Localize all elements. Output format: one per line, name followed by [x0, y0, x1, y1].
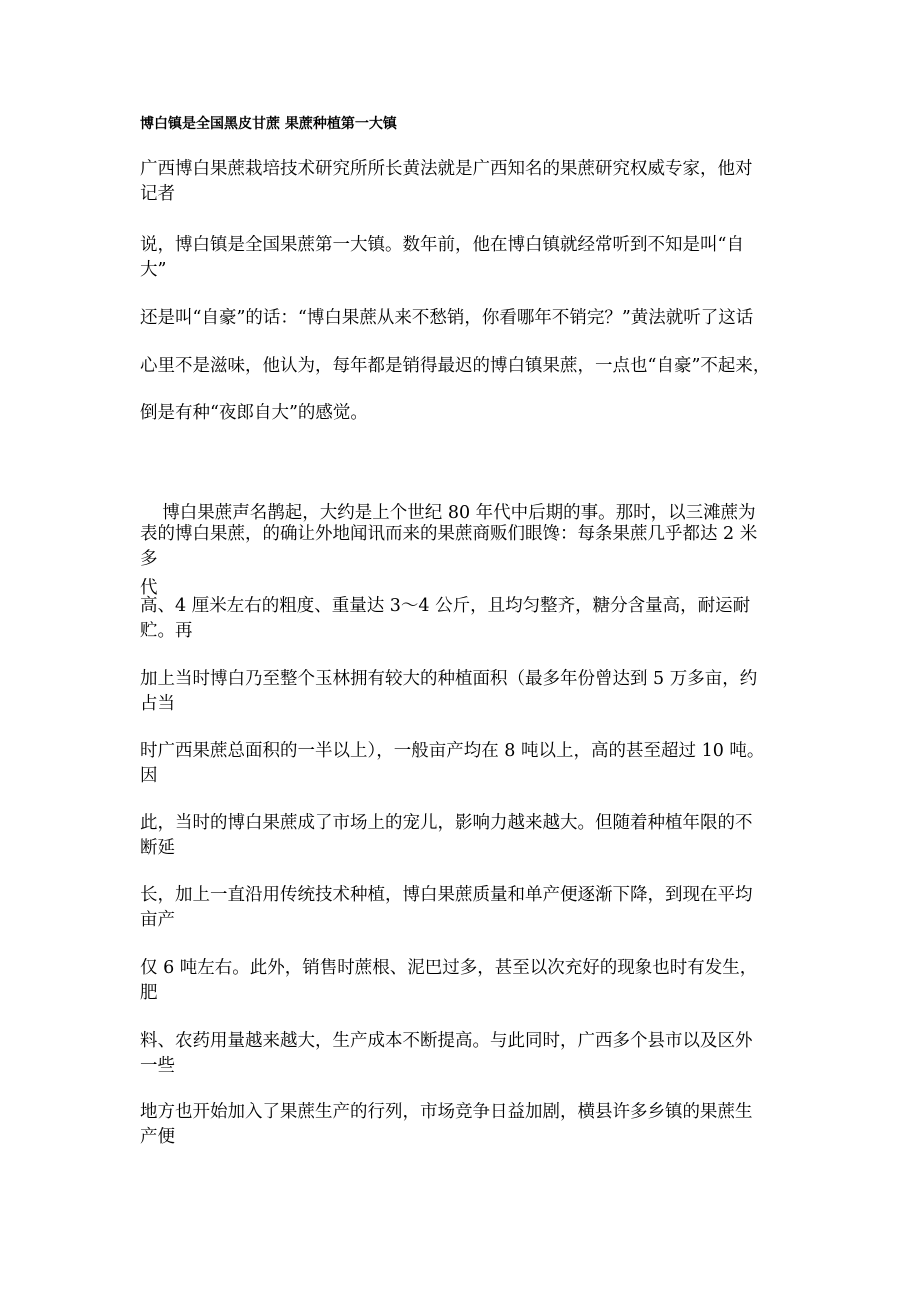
text-line-part: 仅 6 吨左右。此外，销售时蔗根、泥巴过多，甚至以次充好的现象也时有发生， [140, 958, 758, 978]
text-line [140, 1100, 785, 1150]
text-line-part: 时广西果蔗总面积的一半以上），一般亩产均在 8 吨以上，高的甚至超过 10 吨。 [140, 741, 765, 761]
text-line [140, 157, 785, 207]
text-line [140, 739, 785, 789]
text-line [140, 594, 785, 644]
text-line-part: 表的博白果蔗，的确让外地闻讯而来的果蔗商贩们眼馋：每条果蔗几乎都达 2 米 [140, 524, 758, 544]
text-line [140, 1029, 785, 1079]
text-line [140, 667, 785, 717]
text-line-part: 产便 [140, 1127, 175, 1147]
text-line-part: 亩产 [140, 910, 175, 930]
text-line-part: 代 [140, 578, 158, 598]
text-line-part: 广西博白果蔗栽培技术研究所所长黄法就是广西知名的果蔗研究权威专家，他对 [140, 159, 753, 179]
text-line-part: 多 [140, 549, 158, 569]
text-line-part: 还是叫“自豪”的话：“博白果蔗从来不愁销，你看哪年不销完？”黄法就听了这话 [140, 308, 754, 328]
text-line-part: 占当 [140, 694, 175, 714]
text-line-part: 倒是有种“夜郎自大”的感觉。 [140, 403, 368, 423]
text-line [140, 811, 785, 861]
text-line-part: 长，加上一直沿用传统技术种植，博白果蔗质量和单产便逐渐下降，到现在平均 [140, 885, 753, 905]
text-line-part: 心里不是滋味，他认为，每年都是销得最迟的博白镇果蔗，一点也“自豪”不起来， [140, 356, 771, 376]
text-line [140, 233, 785, 283]
text-line-part: 料、农药用量越来越大，生产成本不断提高。与此同时，广西多个县市以及区外 [140, 1031, 753, 1051]
text-line-part: 高、4 厘米左右的粗度、重量达 3～4 公斤，且均匀整齐，糖分含量高，耐运耐 [140, 596, 751, 616]
text-line-part: 加上当时博白乃至整个玉林拥有较大的种植面积（最多年份曾达到 5 万多亩，约 [140, 669, 758, 689]
text-line [140, 306, 785, 331]
text-line-part: 记者 [140, 184, 175, 204]
text-line-part: 因 [140, 766, 158, 786]
text-line [140, 522, 785, 572]
text-line-part: 说，博白镇是全国果蔗第一大镇。数年前，他在博白镇就经常听到不知是叫“自 [140, 235, 744, 255]
text-line-part: 此，当时的博白果蔗成了市场上的宠儿，影响力越来越大。但随着种植年限的不 [140, 813, 753, 833]
text-line-part: 博白果蔗声名鹊起，大约是上个世纪 80 年代中后期的事。那时，以三滩蔗为 [140, 503, 756, 523]
text-line-part: 断延 [140, 838, 175, 858]
text-line-part: 一些 [140, 1056, 175, 1076]
text-line-part: 大” [140, 260, 167, 280]
text-line-part: 贮。再 [140, 621, 193, 641]
text-line-part: 地方也开始加入了果蔗生产的行列，市场竞争日益加剧，横县许多乡镇的果蔗生 [140, 1102, 753, 1122]
text-line [140, 883, 785, 933]
document-title: 博白镇是全国黑皮甘蔗 果蔗种植第一大镇 [140, 116, 397, 132]
text-line [140, 956, 785, 1006]
text-line-part: 肥 [140, 983, 158, 1003]
text-line [140, 401, 785, 426]
text-line [140, 354, 785, 379]
